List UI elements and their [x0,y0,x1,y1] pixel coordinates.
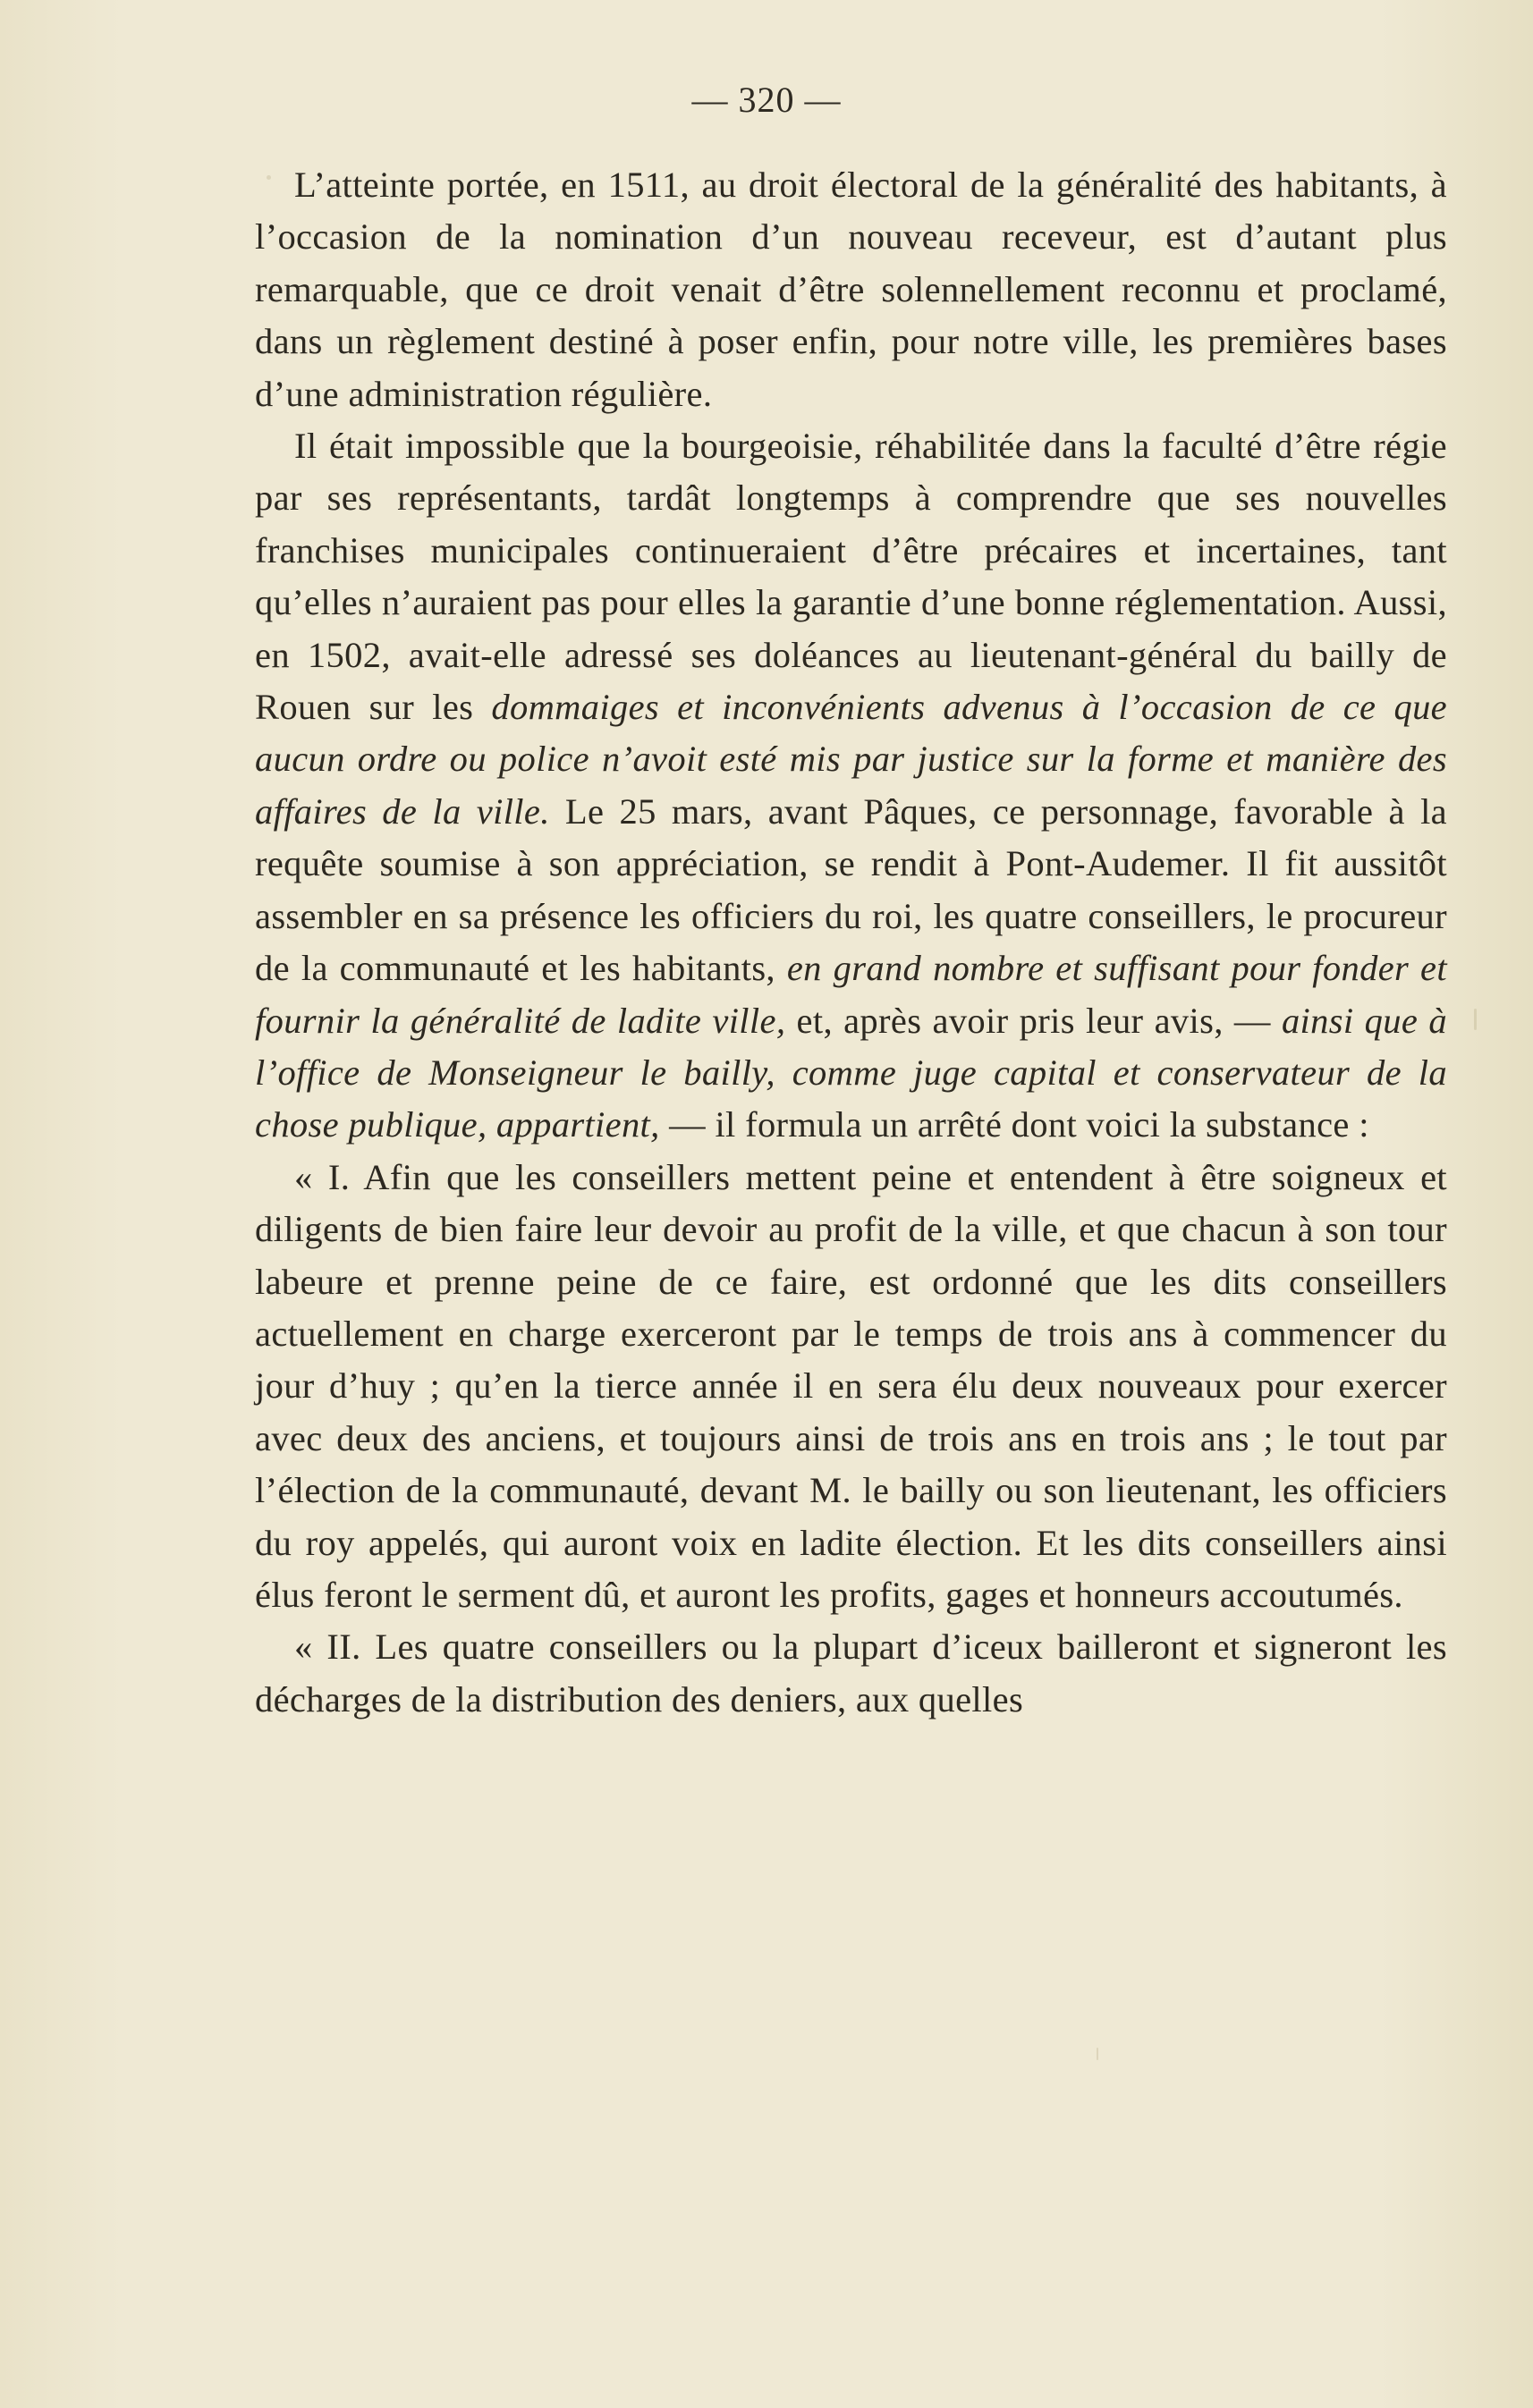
paper-spot [1474,1009,1477,1030]
body-text [255,159,1447,1726]
paragraph-3: « I. Afin que les conseillers mettent peine et entendent à être soigneux et diligents de bien faire leur devoir au profit de la ville, et que chacun à son tour labeure et prenne peine de ce faire, est ordonné que les dits conseillers actuellement en charge exerceront par le temps de trois ans à commencer du jour d’huy ; qu’en la tierce année il en sera élu deux nouveaux pour exercer avec deux des anciens, et toujours ainsi de trois ans en trois ans ; le tout par l’élection de la communauté, devant M. le bailly ou son lieutenant, les officiers du roy appelés, qui auront voix en ladite élection. Et les dits conseillers ainsi élus feront le serment dû, et auront les profits, gages et honneurs accoutumés. [255,1156,1447,1615]
paragraph-2-text-1: Il était impossible que la bourgeoisie, réhabilitée dans la faculté d’être régie par ses représentants, tardât longtemps à comprendre que ses nouvelles franchises municipales continueraient d’être précaires et incertaines, tant qu’elles n’auraient pas pour elles la garantie d’une bonne réglementation. Aussi, en 1502, avait-elle adressé ses doléances au lieutenant-général du bailly de Rouen sur les [255,426,1447,728]
page-number: — 320 — [691,80,842,120]
paragraph-2-text-3: et, après avoir pris leur avis, — [785,1000,1282,1041]
paragraph-2-italic-2: en grand nombre et suffisant pour fonder et fournir la généralité de ladite ville, [255,948,1447,1041]
paragraph-2 [255,420,1447,1152]
paragraph-1: L’atteinte portée, en 1511, au droit électoral de la généralité des habitants, à l’occasion de la nomination d’un nouveau receveur, est d’autant plus remarquable, que ce droit venait d’être solennellement reconnu et proclamé, dans un règlement destiné à poser enfin, pour notre ville, les premières bases d’une administration régulière. [255,165,1447,414]
paragraph-2-text-2: Le 25 mars, avant Pâques, ce personnage, favorable à la requête soumise à son appréciation, se rendit à Pont-Audemer. Il fit aussitôt assembler en sa présence les officiers du roi, les quatre conseillers, le procureur de la communauté et les habitants, [255,790,1447,989]
paragraph-2-italic-1: dommaiges et inconvénients advenus à l’occasion de ce que aucun ordre ou police n’avoit esté mis par justice sur la forme et manière des affaires de la ville. [255,687,1447,832]
paragraph-2-text-4: — il formula un arrêté dont voici la substance : [659,1104,1369,1145]
paragraph-4: « II. Les quatre conseillers ou la plupart d’iceux bailleront et signeront les décharges de la distribution des deniers, aux quelles [255,1626,1447,1719]
paper-spot [1097,2048,1098,2060]
paragraph-2-italic-3: ainsi que à l’office de Monseigneur le bailly, comme juge capital et conservateur de la chose publique, appartient, [255,1000,1447,1145]
paper-spot [267,175,271,180]
